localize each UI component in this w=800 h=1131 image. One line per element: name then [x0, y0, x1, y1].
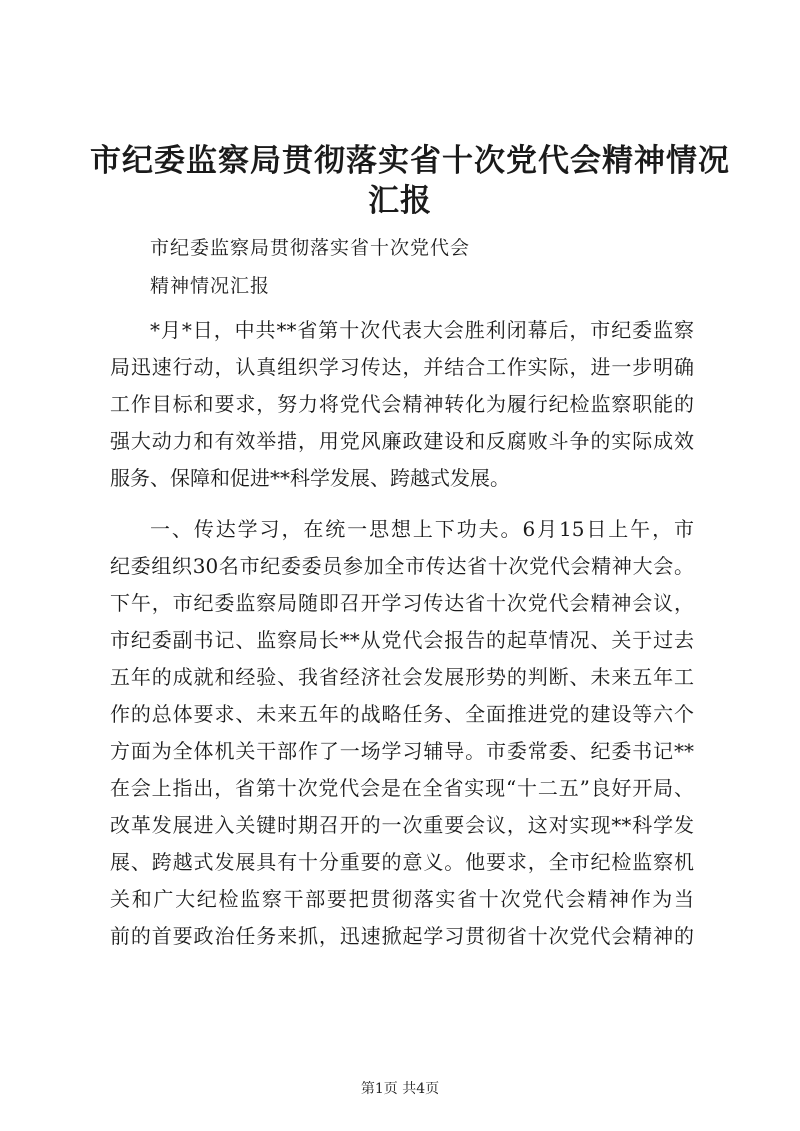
paragraph-2-line: 市纪委副书记、监察局长**从党代会报告的起草情况、关于过去	[110, 628, 694, 652]
document-title-line-1: 市纪委监察局贯彻落实省十次党代会精神情况	[90, 143, 730, 179]
subtitle-line-1: 市纪委监察局贯彻落实省十次党代会	[150, 237, 471, 259]
paragraph-1-line: 强大动力和有效举措，用党风廉政建设和反腐败斗争的实际成效	[110, 429, 694, 453]
paragraph-2-line: 作的总体要求、未来五年的战略任务、全面推进党的建设等六个	[110, 702, 694, 726]
paragraph-1-line: 局迅速行动，认真组织学习传达，并结合工作实际，进一步明确	[110, 355, 694, 379]
paragraph-2-line: 五年的成就和经验、我省经济社会发展形势的判断、未来五年工	[110, 665, 694, 689]
paragraph-1-line: 服务、保障和促进**科学发展、跨越式发展。	[110, 466, 510, 490]
paragraph-2-line: 关和广大纪检监察干部要把贯彻落实省十次党代会精神作为当	[110, 887, 694, 911]
paragraph-2-line: 展、跨越式发展具有十分重要的意义。他要求，全市纪检监察机	[110, 850, 694, 874]
paragraph-2-line: 纪委组织30名市纪委委员参加全市传达省十次党代会精神大会。	[110, 554, 694, 578]
paragraph-2-line: 方面为全体机关干部作了一场学习辅导。市委常委、纪委书记**	[110, 739, 694, 763]
paragraph-2-line: 在会上指出，省第十次党代会是在全省实现“十二五”良好开局、	[110, 776, 694, 800]
paragraph-2-line: 改革发展进入关键时期召开的一次重要会议，这对实现**科学发	[110, 813, 694, 837]
paragraph-2-line: 下午，市纪委监察局随即召开学习传达省十次党代会精神会议，	[110, 591, 694, 615]
paragraph-1-line: 工作目标和要求，努力将党代会精神转化为履行纪检监察职能的	[110, 392, 694, 416]
page-indicator: 第1页 共4页	[360, 1081, 440, 1097]
paragraph-2-line: 一、传达学习，在统一思想上下功夫。6月15日上午，市	[150, 517, 694, 541]
paragraph-1-line: *月*日，中共**省第十次代表大会胜利闭幕后，市纪委监察	[150, 318, 694, 342]
document-title-line-2: 汇报	[368, 183, 432, 219]
paragraph-2-line: 前的首要政治任务来抓，迅速掀起学习贯彻省十次党代会精神的	[110, 924, 694, 948]
subtitle-line-2: 精神情况汇报	[150, 275, 271, 297]
